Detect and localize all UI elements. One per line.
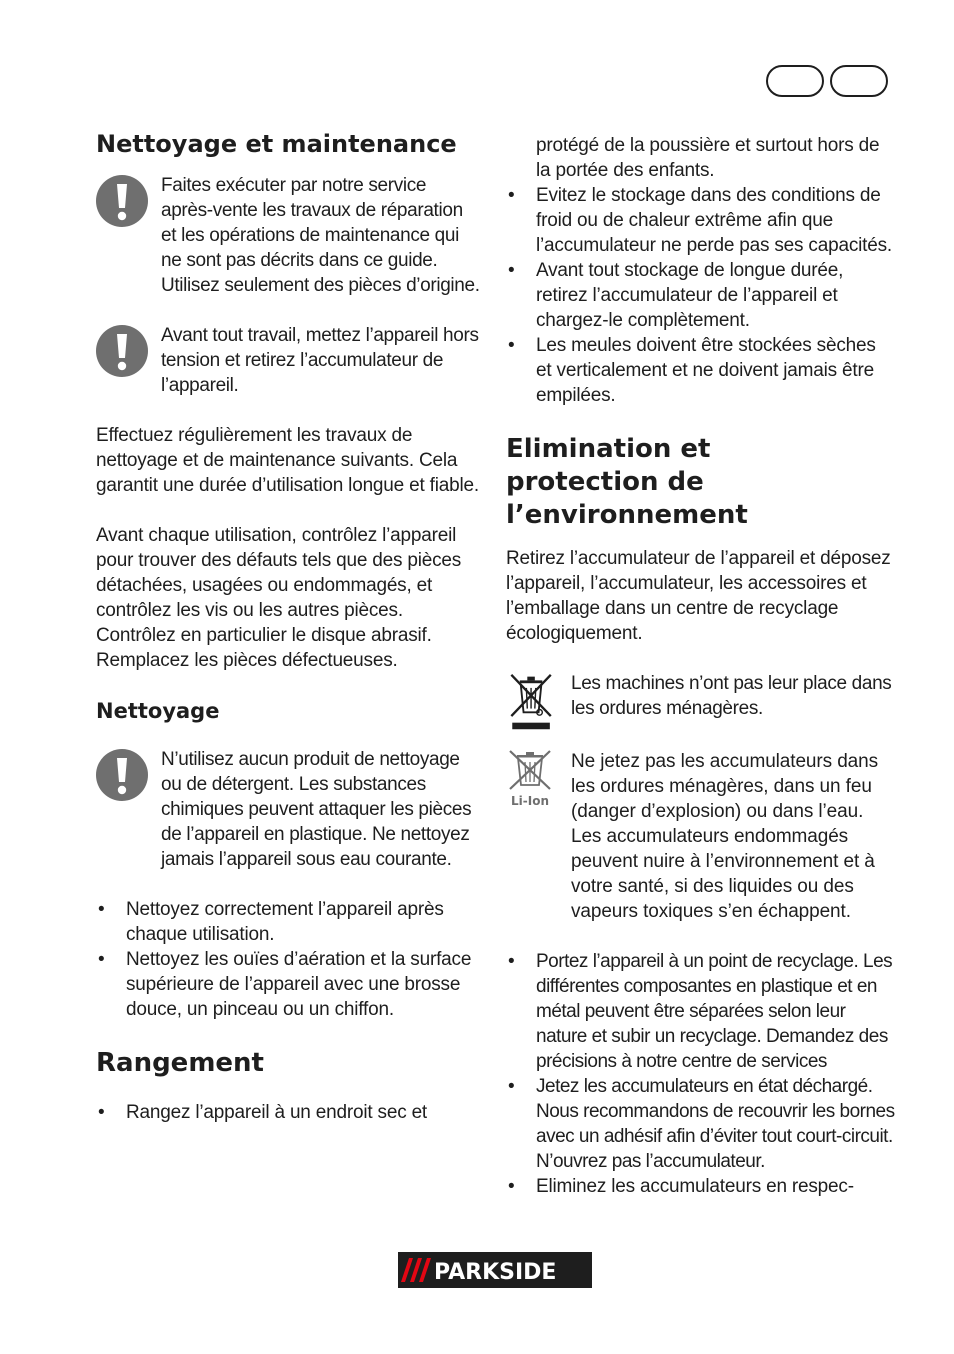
disposal-bullet-list: [506, 949, 896, 1199]
weee-note: [506, 671, 896, 737]
list-item: • Rangez l’appareil à un endroit sec et: [96, 1100, 481, 1125]
storage-bullet-list: [96, 1100, 481, 1125]
heading-storage: Rangement: [96, 1048, 264, 1078]
li-ion-label: Li-Ion: [511, 794, 549, 808]
parkside-logo: [398, 1252, 592, 1288]
left-column: [96, 128, 481, 1150]
warning-text: N’utilisez aucun produit de nettoyage ou de détergent. Les substances chimiques peuvent attaquer les pièces de l’appareil en plastique. Ne nettoyez jamais l’appareil sous eau courante.: [161, 749, 472, 870]
heading-cleaning: Nettoyage: [96, 699, 220, 723]
paragraph-disposal-intro: Retirez l’accumulateur de l’appareil et déposez l’appareil, l’accumulateur, les accessoires et l’emballage dans un centre de recyclage écologiquement.: [506, 548, 891, 644]
list-item: • Les meules doivent être stockées sèches et verticalement et ne doivent jamais être empilées.: [506, 333, 896, 408]
heading-cleaning-maintenance: Nettoyage et maintenance: [96, 130, 457, 158]
battery-disposal-note: [506, 749, 896, 924]
crossed-out-bin-icon: [506, 671, 558, 733]
warning-note-power-off: [96, 323, 481, 398]
exclamation-warning-icon: [96, 749, 148, 801]
list-item: • Portez l’appareil à un point de recyclage. Les différentes composantes en plastique et en métal peuvent être séparées selon leur nature et subir un recyclage. Demandez des précisions à notre centre de services: [506, 949, 896, 1074]
list-item: • Nettoyez les ouïes d’aération et la surface supérieure de l’appareil avec une brosse douce, un pinceau ou un chiffon.: [96, 947, 481, 1022]
language-badge-right: [830, 65, 888, 97]
warning-text: Faites exécuter par notre service après-vente les travaux de réparation et les opérations de maintenance qui ne sont pas décrits dans ce guide. Utilisez seulement des pièces d’origine.: [161, 175, 480, 296]
list-item: • Eliminez les accumulateurs en respec-: [506, 1174, 896, 1199]
storage-bullet-list-continued: [506, 183, 896, 408]
right-column: [506, 133, 896, 1224]
cleaning-bullet-list: [96, 897, 481, 1022]
battery-bin-icon: [506, 749, 558, 811]
weee-text: Les machines n’ont pas leur place dans les ordures ménagères.: [571, 673, 892, 719]
paragraph-regular-maintenance: Effectuez régulièrement les travaux de nettoyage et de maintenance suivants. Cela garantit une durée d’utilisation longue et fiable.: [96, 425, 479, 496]
exclamation-warning-icon: [96, 175, 148, 227]
exclamation-warning-icon: [96, 325, 148, 377]
list-item: • Evitez le stockage dans des conditions de froid ou de chaleur extrême afin que l’accumulateur ne perde pas ses capacités.: [506, 183, 896, 258]
warning-note-detergent: [96, 747, 481, 872]
parkside-logo-text: PARKSIDE: [434, 1260, 557, 1285]
warning-text: Avant tout travail, mettez l’appareil hors tension et retirez l’accumulateur de l’appareil.: [161, 325, 479, 396]
storage-continued-text: protégé de la poussière et surtout hors de la portée des enfants.: [536, 135, 880, 181]
battery-text: Ne jetez pas les accumulateurs dans les ordures ménagères, dans un feu (danger d’explosion) ou dans l’eau. Les accumulateurs endommagés peuvent nuire à l’environnement et à votre santé, si des liquides ou des vapeurs toxiques s’en échappent.: [571, 751, 878, 922]
list-item: • Nettoyez correctement l’appareil après chaque utilisation.: [96, 897, 481, 947]
warning-note-repairs: [96, 173, 481, 298]
heading-disposal-environment: Elimination et protection de l’environnement: [506, 434, 748, 530]
language-badge-left: [766, 65, 824, 97]
paragraph-check-before-use: Avant chaque utilisation, contrôlez l’appareil pour trouver des défauts tels que des pièces détachées, usagées ou endommagés, et contrôlez les vis ou les autres pièces. Contrôlez en particulier le disque abrasif. Remplacez les pièces défectueuses.: [96, 525, 462, 671]
list-item: • Avant tout stockage de longue durée, retirez l’accumulateur de l’appareil et chargez-le complètement.: [506, 258, 896, 333]
list-item: • Jetez les accumulateurs en état déchargé. Nous recommandons de recouvrir les bornes avec un adhésif afin d’éviter tout court-circuit. N’ouvrez pas l’accumulateur.: [506, 1074, 896, 1174]
